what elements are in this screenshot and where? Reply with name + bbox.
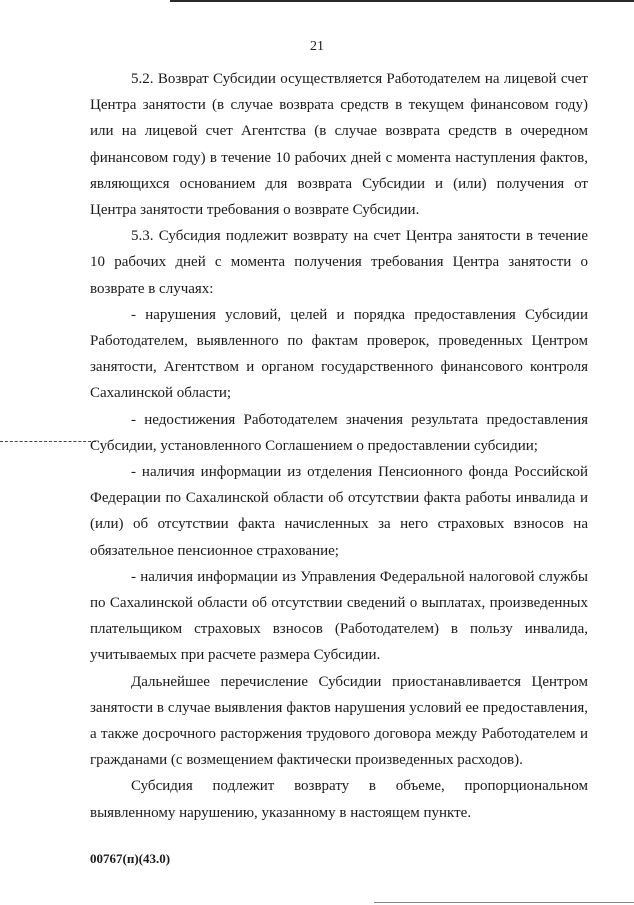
- bottom-border-line: [374, 902, 634, 903]
- list-item-non-achievement: - недостижения Работодателем значения результата предоставления Субсидии, установленного Соглашением о предоставлении субсидии;: [90, 411, 588, 454]
- paragraph-5-2: 5.2. Возврат Субсидии осуществляется Работодателем на лицевой счет Центра занятости (в случае возврата средств в текущем финансовом году) или на лицевой счет Агентства (в случае возврата средств в очередном финансовом году) в течение 10 рабочих дней с момента наступления фактов, являющихся основанием для возврата Субсидии и (или) получения от Центра занятости требования о возврате Субсидии.: [90, 71, 588, 219]
- document-code: 00767(п)(43.0): [90, 851, 171, 866]
- list-item-violation: - нарушения условий, целей и порядка предоставления Субсидии Работодателем, выявленного по фактам проверок, проведенных Центром занятости, Агентством и органом государственного финансового контроля Сахалинской области;: [90, 306, 588, 402]
- paragraph-suspension: Дальнейшее перечисление Субсидии приостанавливается Центром занятости в случае выявления фактов нарушения условий ее предоставления, а также досрочного расторжения трудового договора между Работодателем и гражданами (с возмещением фактически произведенных расходов).: [90, 673, 588, 769]
- top-border-line: [170, 0, 634, 2]
- scan-margin-mark: [0, 441, 96, 442]
- paragraph-5-3: 5.3. Субсидия подлежит возврату на счет Центра занятости в течение 10 рабочих дней с момента получения требования Центра занятости о возврате в случаях:: [90, 228, 588, 297]
- list-item-pension-fund: - наличия информации из отделения Пенсионного фонда Российской Федерации по Сахалинской области об отсутствии факта работы инвалида и (или) об отсутствии факта начисленных за него страховых взносов на обязательное пенсионное страхование;: [90, 464, 588, 559]
- paragraph-proportional-return: Субсидия подлежит возврату в объеме, пропорциональном выявленному нарушению, указанному в настоящем пункте.: [90, 778, 588, 821]
- page-number: 21: [310, 39, 324, 54]
- document-body: [90, 66, 588, 826]
- list-item-tax-service: - наличия информации из Управления Федеральной налоговой службы по Сахалинской области об отсутствии сведений о выплатах, произведенных плательщиком страховых взносов (Работодателем) в пользу инвалида, учитываемых при расчете размера Субсидии.: [90, 568, 588, 664]
